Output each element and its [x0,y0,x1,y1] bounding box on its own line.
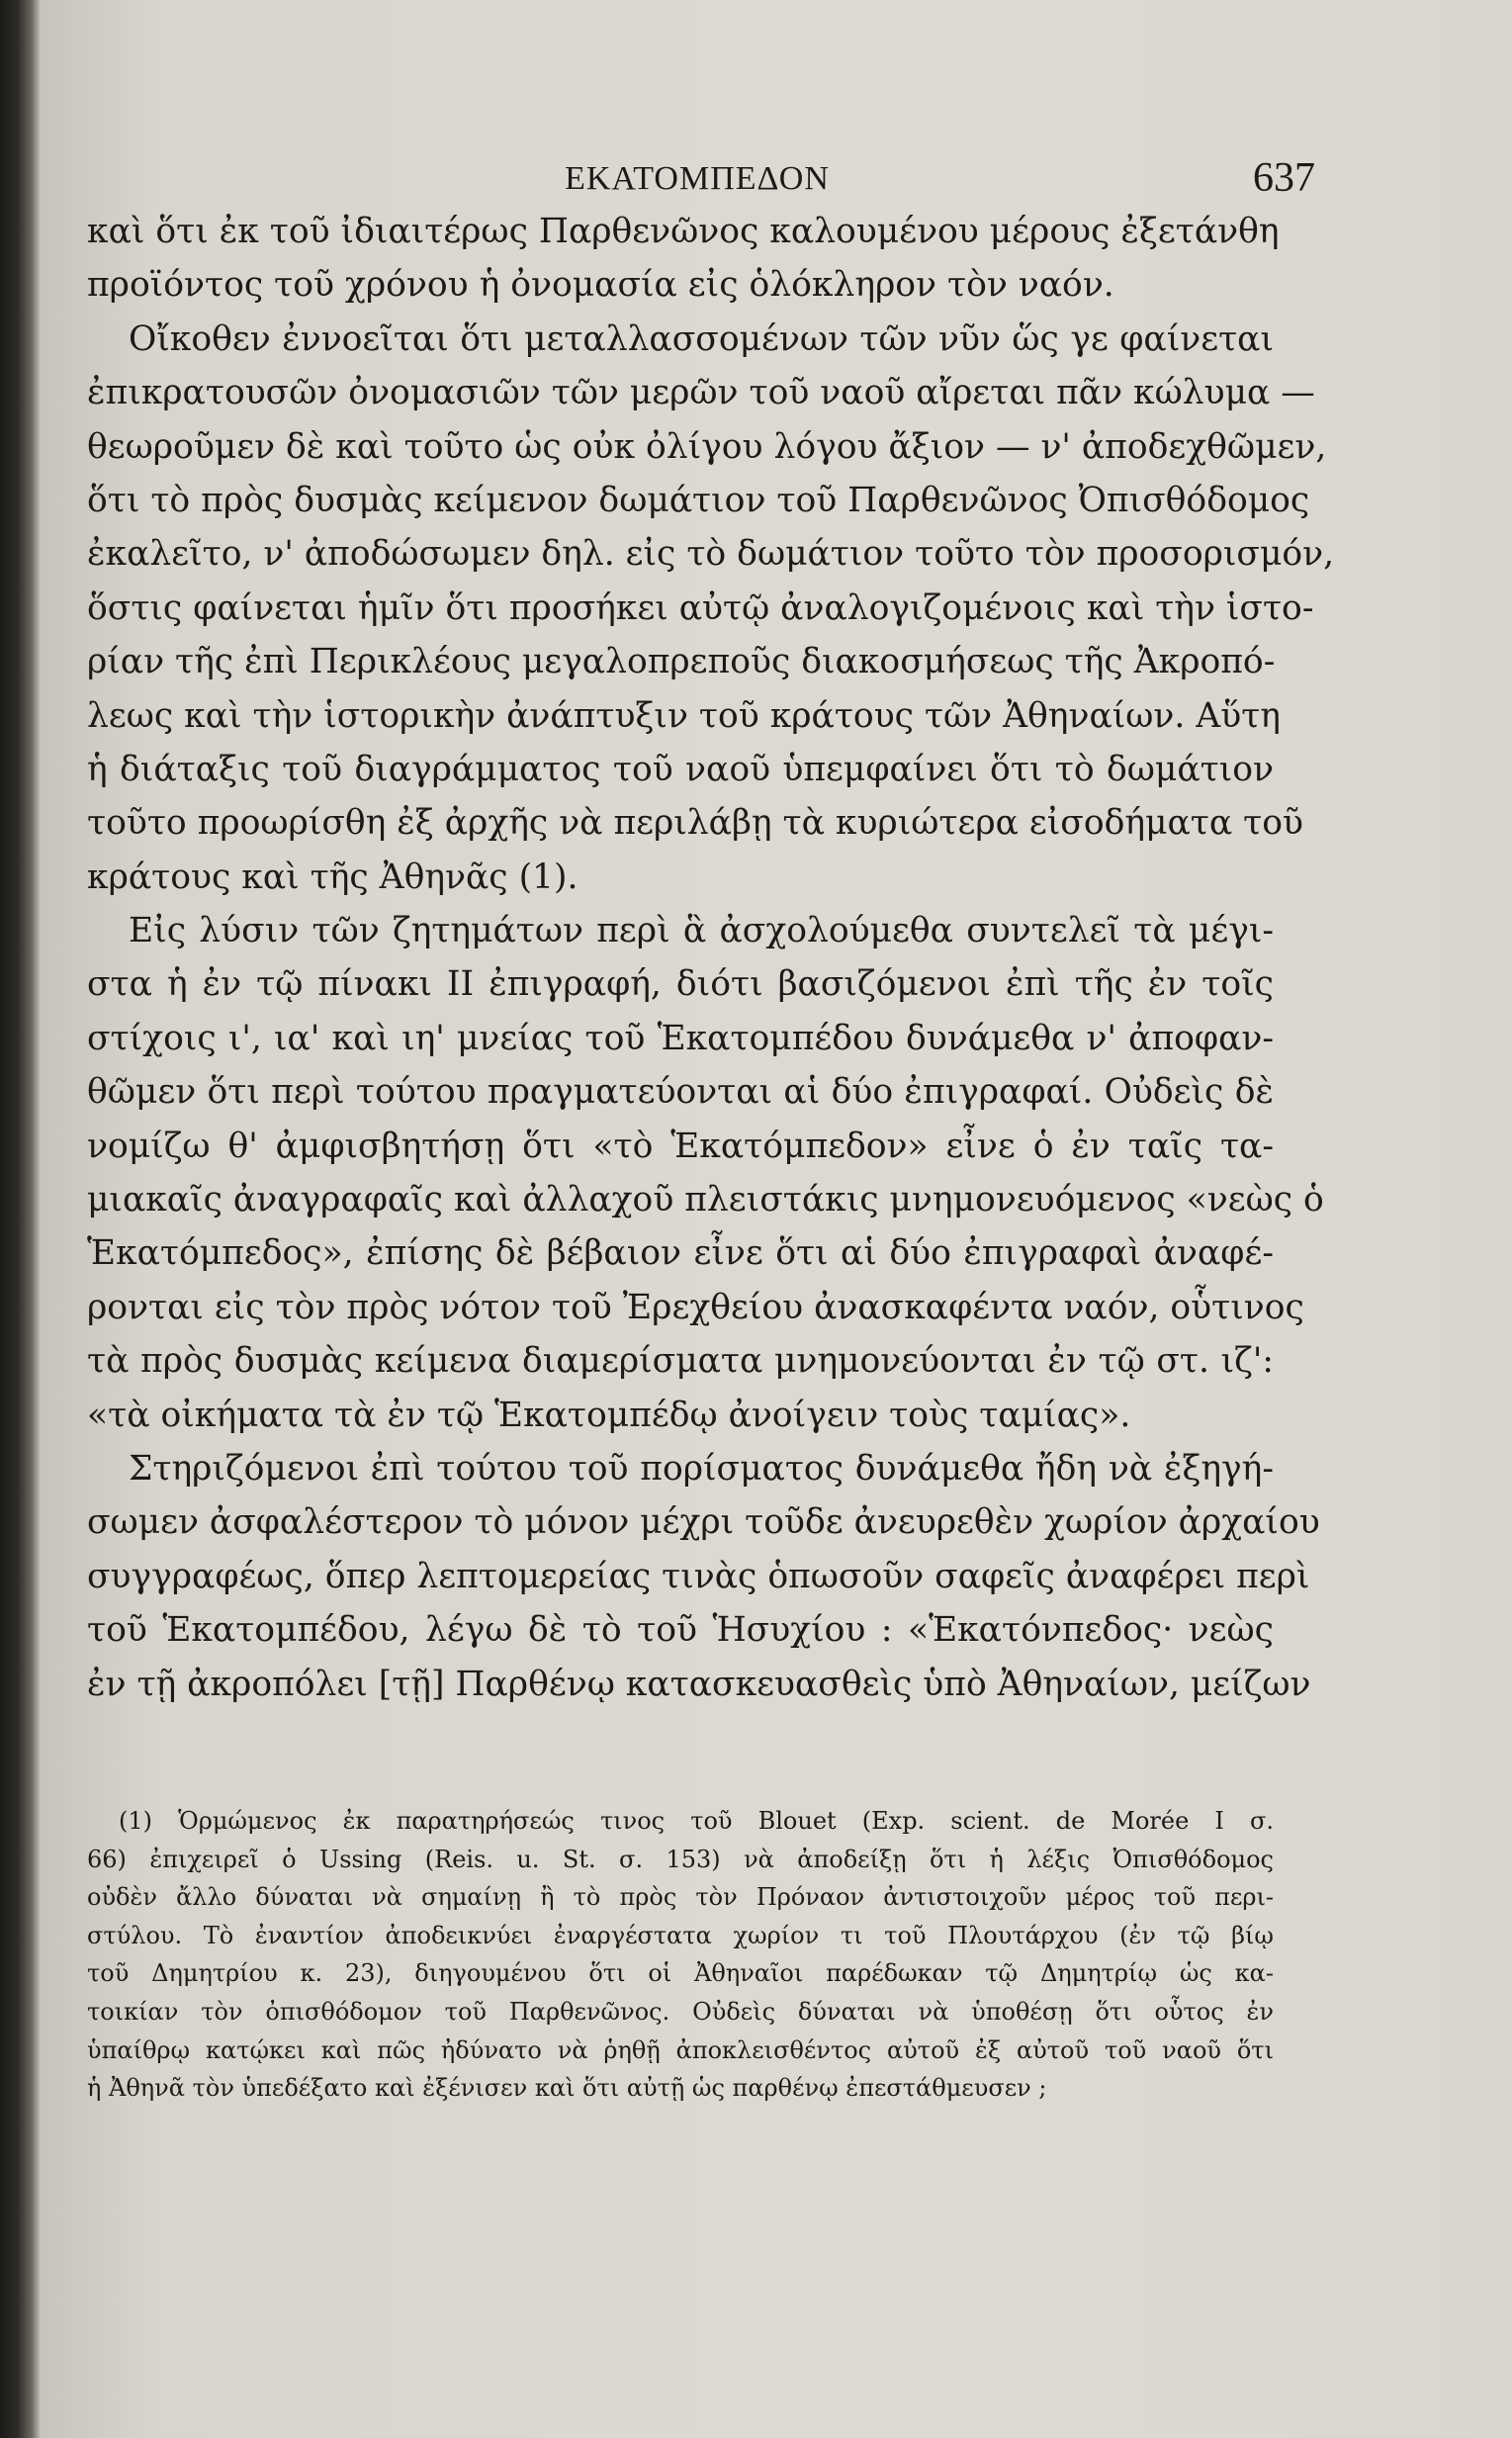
text-line: σωμεν ἀσφαλέστερον τὸ μόνον μέχρι τοῦδε ἀνευρεθὲν χωρίον ἀρχαίου [87,1502,1320,1543]
text-line: ὅστις φαίνεται ἡμῖν ὅτι προσήκει αὐτῷ ἀναλογιζομένοις καὶ τὴν ἱστο- [87,587,1314,628]
text-line: κράτους καὶ τῆς Ἀθηνᾶς (1). [87,857,578,897]
text-line: «τὰ οἰκήματα τὰ ἐν τῷ Ἑκατομπέδῳ ἀνοίγειν τοὺς ταμίας». [87,1395,1131,1435]
footnote-line: ὑπαίθρῳ κατῴκει καὶ πῶς ἠδύνατο νὰ ῥηθῇ ἀποκλεισθέντος αὐτοῦ ἐξ αὐτοῦ τοῦ ναοῦ ὅτι [87,2035,1274,2064]
text-line: ὅτι τὸ πρὸς δυσμὰς κείμενον δωμάτιον τοῦ Παρθενῶνος Ὀπισθόδομος [87,480,1310,520]
text-line: νομίζω θ' ἀμφισβητήσῃ ὅτι «τὸ Ἑκατόμπεδον» εἶνε ὁ ἐν ταῖς τα- [87,1126,1274,1166]
text-line: ἐκαλεῖτο, ν' ἀποδώσωμεν δηλ. εἰς τὸ δωμάτιον τοῦτο τὸν προσορισμόν, [87,534,1335,575]
text-line: Εἰς λύσιν τῶν ζητημάτων περὶ ἃ ἀσχολούμεθα συντελεῖ τὰ μέγι- [129,911,1274,951]
main-text [87,205,1335,1711]
text-line: Οἴκοθεν ἐννοεῖται ὅτι μεταλλασσομένων τῶν νῦν ὥς γε φαίνεται [129,318,1274,359]
book-binding-shadow [0,0,40,2438]
text-line: στίχοις ι', ια' καὶ ιη' μνείας τοῦ Ἑκατομπέδου δυνάμεθα ν' ἀποφαν- [87,1018,1274,1058]
text-line: τοῦ Ἑκατομπέδου, λέγω δὲ τὸ τοῦ Ἡσυχίου : «Ἑκατόνπεδος· νεὼς [87,1610,1274,1651]
text-line: στα ἡ ἐν τῷ πίνακι ΙΙ ἐπιγραφή, διότι βασιζόμενοι ἐπὶ τῆς ἐν τοῖς [87,964,1274,1005]
footnote-line: τοικίαν τὸν ὀπισθόδομον τοῦ Παρθενῶνος. Οὐδεὶς δύναται νὰ ὑποθέσῃ ὅτι οὗτος ἐν [87,1997,1274,2026]
text-line: θῶμεν ὅτι περὶ τούτου πραγματεύονται αἱ δύο ἐπιγραφαί. Οὐδεὶς δὲ [87,1072,1274,1113]
text-line: ἐν τῇ ἀκροπόλει [τῇ] Παρθένῳ κατασκευασθεὶς ὑπὸ Ἀθηναίων, μείζων [87,1664,1311,1704]
text-line: ἐπικρατουσῶν ὀνομασιῶν τῶν μερῶν τοῦ ναοῦ αἴρεται πᾶν κώλυμα — [87,373,1315,413]
text-line: θεωροῦμεν δὲ καὶ τοῦτο ὡς οὐκ ὀλίγου λόγου ἄξιον — ν' ἀποδεχθῶμεν, [87,426,1327,467]
running-title: ΕΚΑΤΟΜΠΕΔΟΝ [565,160,830,197]
text-line: ρίαν τῆς ἐπὶ Περικλέους μεγαλοπρεποῦς διακοσμήσεως τῆς Ἀκροπό- [87,642,1276,682]
text-line: καὶ ὅτι ἐκ τοῦ ἰδιαιτέρως Παρθενῶνος καλουμένου μέρους ἐξετάνθη [87,212,1280,251]
text-line: προϊόντος τοῦ χρόνου ἡ ὀνομασία εἰς ὁλόκληρον τὸν ναόν. [87,265,1114,306]
text-line: ρονται εἰς τὸν πρὸς νότον τοῦ Ἐρεχθείου ἀνασκαφέντα ναόν, οὗτινος [87,1287,1304,1327]
footnote-line: τοῦ Δημητρίου κ. 23), διηγουμένου ὅτι οἱ Ἀθηναῖοι παρέδωκαν τῷ Δημητρίῳ ὡς κα- [87,1959,1274,1988]
footnotes [87,1802,1274,2108]
text-line: τὰ πρὸς δυσμὰς κείμενα διαμερίσματα μνημονεύονται ἐν τῷ στ. ιζ': [87,1341,1274,1382]
text-line: λεως καὶ τὴν ἱστορικὴν ἀνάπτυξιν τοῦ κράτους τῶν Ἀθηναίων. Αὕτη [87,695,1281,736]
page-header [89,148,1315,201]
text-line: Στηριζόμενοι ἐπὶ τούτου τοῦ πορίσματος δυνάμεθα ἤδη νὰ ἐξηγή- [129,1448,1274,1489]
footnote-line: ἡ Ἀθηνᾶ τὸν ὑπεδέξατο καὶ ἐξένισεν καὶ ὅτι αὐτῇ ὡς παρθένῳ ἐπεστάθμευσεν ; [87,2074,1047,2103]
text-line: συγγραφέως, ὅπερ λεπτομερείας τινὰς ὁπωσοῦν σαφεῖς ἀναφέρει περὶ [87,1556,1310,1596]
footnote-line: στύλου. Τὸ ἐναντίον ἀποδεικνύει ἐναργέστατα χωρίον τι τοῦ Πλουτάρχου (ἐν τῷ βίῳ [87,1921,1274,1949]
page-number: 637 [1253,155,1315,201]
text-line: μιακαῖς ἀναγραφαῖς καὶ ἀλλαχοῦ πλειστάκις μνημονευόμενος «νεὼς ὁ [87,1180,1324,1220]
footnote-line: 66) ἐπιχειρεῖ ὁ Ussing (Reis. u. St. σ. 153) νὰ ἀποδείξῃ ὅτι ἡ λέξις Ὀπισθόδομος [87,1845,1274,1873]
text-line: τοῦτο προωρίσθη ἐξ ἀρχῆς νὰ περιλάβῃ τὰ κυριώτερα εἰσοδήματα τοῦ [87,803,1303,844]
footnote-line: (1) Ὁρμώμενος ἐκ παρατηρήσεώς τινος τοῦ Blouet (Exp. scient. de Morée I σ. [119,1807,1274,1835]
footnote-line: οὐδὲν ἄλλο δύναται νὰ σημαίνῃ ἢ τὸ πρὸς τὸν Πρόναον ἀντιστοιχοῦν μέρος τοῦ περι- [87,1883,1274,1912]
text-line: Ἑκατόμπεδος», ἐπίσης δὲ βέβαιον εἶνε ὅτι αἱ δύο ἐπιγραφαὶ ἀναφέ- [87,1233,1274,1274]
text-line: ἡ διάταξις τοῦ διαγράμματος τοῦ ναοῦ ὑπεμφαίνει ὅτι τὸ δωμάτιον [87,749,1274,789]
